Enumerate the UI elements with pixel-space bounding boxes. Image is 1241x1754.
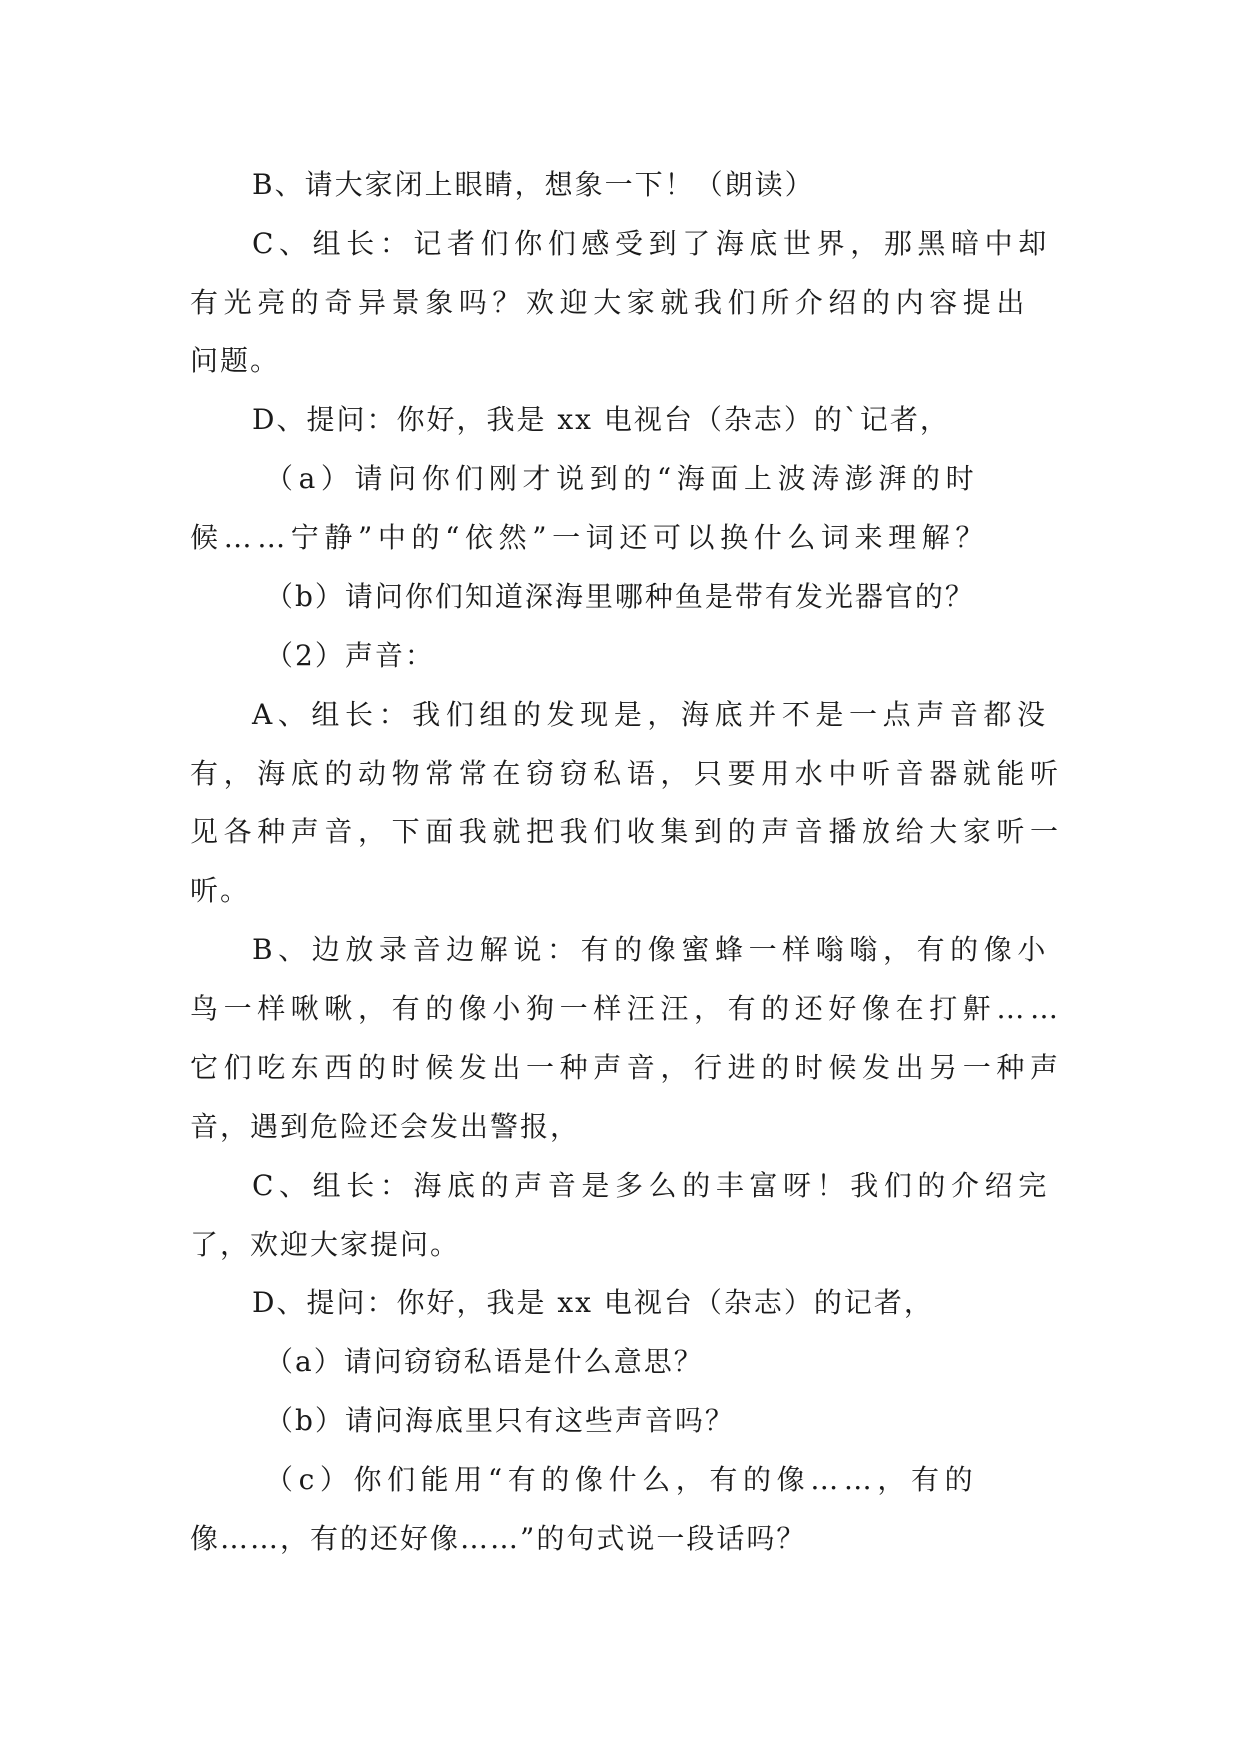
text-line: D、提问：你好，我是 xx 电视台（杂志）的`记者， xyxy=(252,403,950,436)
text-line: 候……宁静”中的“依然”一词还可以换什么词来理解？ xyxy=(190,521,989,554)
text-line: 有，海底的动物常常在窃窃私语，只要用水中听音器就能听 xyxy=(190,757,1064,790)
text-line: D、提问：你好，我是 xx 电视台（杂志）的记者， xyxy=(252,1286,934,1319)
text-line: 了，欢迎大家提问。 xyxy=(190,1228,461,1261)
text-line: 像……，有的还好像……”的句式说一段话吗？ xyxy=(190,1522,807,1555)
text-line: （c）你们能用“有的像什么，有的像……，有的 xyxy=(265,1463,979,1496)
text-line: （a）请问你们刚才说到的“海面上波涛澎湃的时 xyxy=(265,462,980,495)
text-line: B、边放录音边解说：有的像蜜蜂一样嗡嗡，有的像小 xyxy=(252,933,1051,966)
text-line: （a）请问窃窃私语是什么意思？ xyxy=(265,1345,704,1378)
text-line: 鸟一样啾啾，有的像小狗一样汪汪，有的还好像在打鼾…… xyxy=(190,992,1064,1025)
text-line: 有光亮的奇异景象吗？欢迎大家就我们所介绍的内容提出 xyxy=(190,286,1031,319)
text-line: 音，遇到危险还会发出警报， xyxy=(190,1110,581,1143)
text-line: C、组长：记者们你们感受到了海底世界，那黑暗中却 xyxy=(252,227,1052,260)
text-line: A、组长：我们组的发现是，海底并不是一点声音都没 xyxy=(252,698,1051,731)
text-line: B、请大家闭上眼睛，想象一下！（朗读） xyxy=(252,168,815,201)
text-line: 见各种声音，下面我就把我们收集到的声音播放给大家听一 xyxy=(190,815,1064,848)
text-line: 问题。 xyxy=(190,344,281,377)
text-line: （b）请问你们知道深海里哪种鱼是带有发光器官的？ xyxy=(265,580,975,613)
text-line: 听。 xyxy=(190,874,251,907)
text-line: C、组长：海底的声音是多么的丰富呀！我们的介绍完 xyxy=(252,1169,1052,1202)
text-line: 它们吃东西的时候发出一种声音，行进的时候发出另一种声 xyxy=(190,1051,1064,1084)
section-heading: （2）声音： xyxy=(265,639,435,672)
text-line: （b）请问海底里只有这些声音吗？ xyxy=(265,1404,735,1437)
